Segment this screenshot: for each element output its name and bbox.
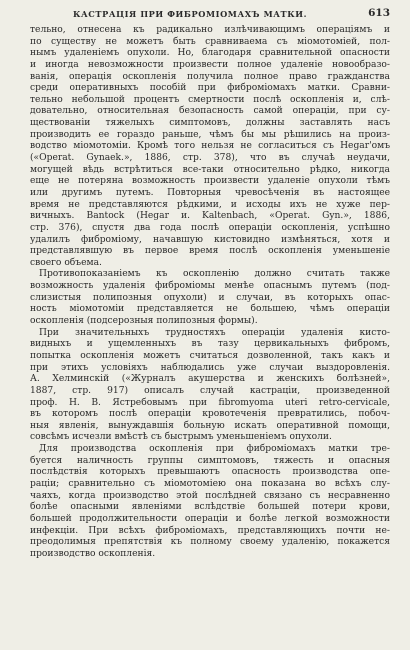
- text-line: ныя явленія, вынуждавшія больную искать оперативной помощи,: [30, 420, 390, 431]
- text-line: Противопоказаніемъ къ оскопленію должно считать также: [39, 269, 390, 280]
- text-line: совсѣмъ исчезли вмѣстѣ съ быстрымъ уменьшеніемъ опухоли.: [30, 432, 332, 443]
- text-line: производить ее гораздо раньше, чѣмъ бы мы рѣшились на произ-: [30, 129, 390, 140]
- text-line: стр. 376), спустя два года послѣ операціи оскопленія, успѣшно: [30, 222, 390, 233]
- text-line: ществованіи тяжелыхъ симптомовъ, должны заставлять насъ: [30, 118, 390, 129]
- text-line: нымъ удаленіемъ опухоли. Но, благодаря сравнительной опасности: [30, 48, 390, 59]
- text-line: вичныхъ. Bantock (Hegar и. Kaltenbach, «Operat. Gyn.», 1886,: [30, 211, 390, 222]
- paragraph: [30, 25, 390, 269]
- text-line: буется наличность группы симптомовъ, тяжесть и опасныя: [30, 455, 390, 466]
- running-title: КАСТРАЦІЯ ПРИ ФИБРОМІОМАХЪ МАТКИ.: [72, 9, 308, 19]
- text-line: среди оперативныхъ пособій при фибромiомахъ матки. Сравни-: [30, 83, 390, 94]
- text-line: производство оскопленія.: [30, 548, 156, 559]
- text-line: видныхъ и ущемленныхъ въ тазу цервикальныхъ фибромъ,: [30, 339, 390, 350]
- text-line: своего объема.: [30, 257, 102, 268]
- text-line: представлявшую въ первое время послѣ оскопленія уменьшеніе: [30, 246, 390, 257]
- text-line: послѣдствія которыхъ превышаютъ опасность производства опе-: [30, 467, 390, 478]
- text-line: («Operat. Gynaek.», 1886, стр. 378), что въ случаѣ неудачи,: [30, 153, 390, 164]
- paragraph: [30, 328, 390, 444]
- text-line: тельно небольшой процентъ смертности послѣ оскопленія и, слѣ-: [30, 94, 390, 105]
- text-line: большей продолжительности операціи и болѣе легкой возможности: [30, 513, 390, 524]
- text-line: могущей вѣдь встрѣтиться все-таки относительно рѣдко, никогда: [30, 164, 390, 175]
- text-line: тельно, отнесена къ радикально излѣчивающимъ операціямъ и: [30, 25, 390, 35]
- body-text: [30, 25, 390, 560]
- text-line: удалилъ фибромiому, начавшую кистовидно измѣняться, хотя и: [30, 234, 390, 245]
- paragraph: [30, 269, 390, 327]
- text-line: раціи; сравнительно съ міомотоміею она показана во всѣхъ слу-: [30, 478, 390, 489]
- text-line: ванія, операція оскопленія получила полное право гражданства: [30, 71, 390, 82]
- text-line: А. Хелминскій («Журналъ акушерства и женскихъ болѣзней»,: [30, 374, 390, 385]
- text-line: болѣе опасными явленіями вслѣдствіе большей потери крови,: [30, 502, 390, 513]
- text-line: или другимъ путемъ. Повторныя чревосѣченія въ настоящее: [30, 187, 390, 198]
- text-line: довательно, относительная безопасность самой операціи, при су-: [30, 106, 390, 117]
- page-header: [30, 6, 390, 24]
- text-line: преодолимыя препятствія къ полному своему удаленію, покажется: [30, 537, 390, 548]
- text-line: время не представляются рѣдкими, и исходы ихъ не хуже пер-: [30, 199, 390, 210]
- text-line: слизистыя полипозныя опухоли) и случаи, въ которыхъ опас-: [30, 292, 390, 303]
- text-line: 1887, стр. 917) описалъ случай кастраціи, произведенной: [30, 385, 390, 396]
- page-number: 613: [368, 7, 390, 19]
- text-line: водство міомотоміи. Кромѣ того нельзя не согласиться съ Hegar'омъ: [30, 141, 390, 152]
- text-line: въ которомъ послѣ операціи кровотеченія превратились, побоч-: [30, 409, 390, 420]
- text-line: При значительныхъ трудностяхъ операціи удаленія кисто-: [39, 327, 390, 338]
- text-line: оскопленія (подсерозныя полипозныя формы).: [30, 316, 258, 327]
- text-line: ность міомотоміи представляется не большею, чѣмъ операціи: [30, 304, 390, 315]
- text-line: инфекціи. При всѣхъ фибромiомахъ, представляющихъ почти не-: [30, 525, 390, 536]
- paragraph: [30, 444, 390, 560]
- text-line: и иногда невозможности произвести полное удаленіе новообразо-: [30, 59, 390, 70]
- text-line: попытка оскопленія можетъ считаться дозволенной, такъ какъ и: [30, 350, 390, 361]
- text-line: возможность удаленія фибромiомы менѣе опаснымъ путемъ (под-: [30, 281, 390, 292]
- text-line: проф. Н. В. Ястребовымъ при fibromyoma uteri retro-cervicale,: [30, 397, 390, 408]
- text-line: чаяхъ, когда производство этой послѣдней связано съ несравненно: [30, 490, 390, 501]
- text-line: еще не потеряна возможность произвести удаленіе опухоли тѣмъ: [30, 176, 390, 187]
- text-line: Для производства оскопленія при фибромiомахъ матки тре-: [39, 444, 390, 455]
- text-line: по существу не можетъ быть сравниваема съ міомотоміей, пол-: [30, 36, 390, 47]
- text-line: при этихъ условіяхъ наблюдались уже случаи выздоровленія.: [30, 362, 390, 373]
